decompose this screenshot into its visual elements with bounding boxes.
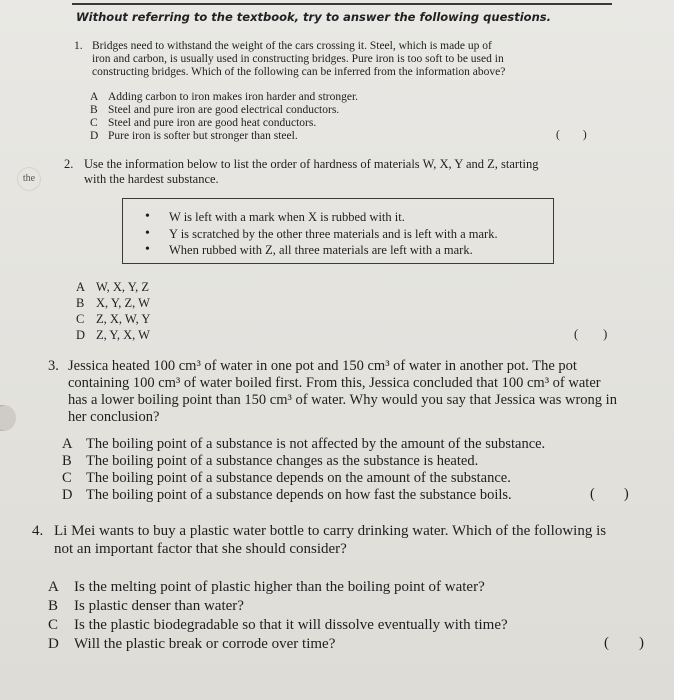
option-text: Pure iron is softer but stronger than steel. bbox=[108, 130, 298, 142]
option-text: Z, Y, X, W bbox=[96, 328, 150, 342]
q3-answer-bracket[interactable]: ( ) bbox=[590, 486, 629, 502]
q1-stem-line-1: Bridges need to withstand the weight of the cars crossing it. Steel, which is made up of bbox=[92, 40, 492, 52]
q1-stem-line-3: constructing bridges. Which of the following can be inferred from the information above? bbox=[92, 66, 506, 78]
option-letter: C bbox=[48, 617, 59, 633]
q2-info-box bbox=[122, 198, 554, 264]
q2-option-c[interactable] bbox=[76, 312, 150, 326]
q3-number: 3. bbox=[48, 358, 59, 374]
option-letter: C bbox=[76, 312, 85, 326]
q3-stem-line-1: Jessica heated 100 cm³ of water in one pot and 150 cm³ of water in another pot. The pot bbox=[68, 358, 577, 374]
q2-stem-line-2: with the hardest substance. bbox=[84, 172, 219, 186]
q3-stem-line-3: has a lower boiling point than 150 cm³ of water. Why would you say that Jessica was wrong in bbox=[68, 392, 617, 408]
q1-option-d[interactable] bbox=[90, 130, 298, 143]
option-letter: D bbox=[48, 636, 59, 652]
margin-mark: the bbox=[18, 168, 40, 190]
q4-option-d[interactable] bbox=[48, 635, 335, 653]
q4-option-b[interactable] bbox=[48, 597, 244, 615]
option-text: The boiling point of a substance changes as the substance is heated. bbox=[86, 453, 479, 469]
option-letter: D bbox=[76, 328, 86, 342]
q4-stem-line-2: not an important factor that she should consider? bbox=[54, 541, 347, 557]
option-letter: D bbox=[90, 130, 99, 142]
q3-option-b[interactable] bbox=[62, 453, 478, 470]
option-text: The boiling point of a substance is not affected by the amount of the substance. bbox=[86, 436, 546, 452]
option-text: Is the plastic biodegradable so that it will dissolve eventually with time? bbox=[74, 617, 508, 633]
q2-option-a[interactable] bbox=[76, 280, 149, 294]
q1-option-a[interactable] bbox=[90, 91, 358, 104]
q2-bullet-list bbox=[145, 209, 498, 259]
page-instructions: Without referring to the textbook, try to answer the following questions. bbox=[76, 10, 551, 24]
q4-answer-bracket[interactable]: ( ) bbox=[604, 635, 644, 651]
binder-hole bbox=[0, 405, 16, 431]
option-text: Adding carbon to iron makes iron harder and stronger. bbox=[108, 91, 359, 103]
q2-bullet-1: • W is left with a mark when X is rubbed with it. bbox=[145, 209, 498, 226]
q3-stem-line-2: containing 100 cm³ of water boiled first. From this, Jessica concluded that 100 cm³ of water bbox=[68, 375, 601, 391]
q4-number: 4. bbox=[32, 523, 44, 539]
option-letter: A bbox=[76, 280, 86, 294]
q1-option-b[interactable] bbox=[90, 104, 339, 117]
q3-stem-line-4: her conclusion? bbox=[68, 409, 160, 425]
option-letter: D bbox=[62, 487, 73, 503]
option-letter: C bbox=[62, 470, 72, 486]
option-text: Is plastic denser than water? bbox=[74, 598, 244, 614]
q1-number: 1. bbox=[74, 40, 83, 52]
q4-stem-line-1: Li Mei wants to buy a plastic water bottle to carry drinking water. Which of the following is bbox=[54, 523, 607, 539]
q3-option-d[interactable] bbox=[62, 487, 512, 504]
q2-answer-bracket[interactable]: ( ) bbox=[574, 327, 608, 341]
option-letter: B bbox=[76, 296, 85, 310]
q2-stem-line-1: Use the information below to list the order of hardness of materials W, X, Y and Z, starting bbox=[84, 157, 539, 171]
option-letter: A bbox=[90, 91, 99, 103]
option-text: W, X, Y, Z bbox=[96, 280, 150, 294]
option-letter: A bbox=[62, 436, 73, 452]
q2-bullet-2: • Y is scratched by the other three materials and is left with a mark. bbox=[145, 226, 498, 243]
option-text: X, Y, Z, W bbox=[96, 296, 150, 310]
q1-stem-line-2: iron and carbon, is usually used in constructing bridges. Pure iron is too soft to be used in bbox=[92, 53, 504, 65]
q4-option-c[interactable] bbox=[48, 616, 508, 634]
q1-option-c[interactable] bbox=[90, 117, 316, 130]
top-rule bbox=[72, 3, 612, 5]
q2-option-b[interactable] bbox=[76, 296, 150, 310]
q4-option-a[interactable] bbox=[48, 578, 485, 596]
q1-answer-bracket[interactable]: ( ) bbox=[556, 129, 587, 141]
option-text: Will the plastic break or corrode over time? bbox=[74, 636, 336, 652]
option-letter: C bbox=[90, 117, 98, 129]
option-letter: B bbox=[48, 598, 59, 614]
option-text: The boiling point of a substance depends on the amount of the substance. bbox=[86, 470, 511, 486]
option-letter: A bbox=[48, 579, 59, 595]
q2-option-d[interactable] bbox=[76, 328, 150, 342]
option-text: The boiling point of a substance depends on how fast the substance boils. bbox=[86, 487, 512, 503]
option-text: Steel and pure iron are good electrical conductors. bbox=[108, 104, 340, 116]
option-letter: B bbox=[90, 104, 98, 116]
q3-option-a[interactable] bbox=[62, 436, 545, 453]
option-text: Steel and pure iron are good heat conductors. bbox=[108, 117, 317, 129]
q2-number: 2. bbox=[64, 157, 74, 171]
q3-option-c[interactable] bbox=[62, 470, 511, 487]
q2-bullet-3: • When rubbed with Z, all three materials are left with a mark. bbox=[145, 242, 498, 259]
option-text: Is the melting point of plastic higher than the boiling point of water? bbox=[74, 579, 485, 595]
option-text: Z, X, W, Y bbox=[96, 312, 151, 326]
option-letter: B bbox=[62, 453, 72, 469]
